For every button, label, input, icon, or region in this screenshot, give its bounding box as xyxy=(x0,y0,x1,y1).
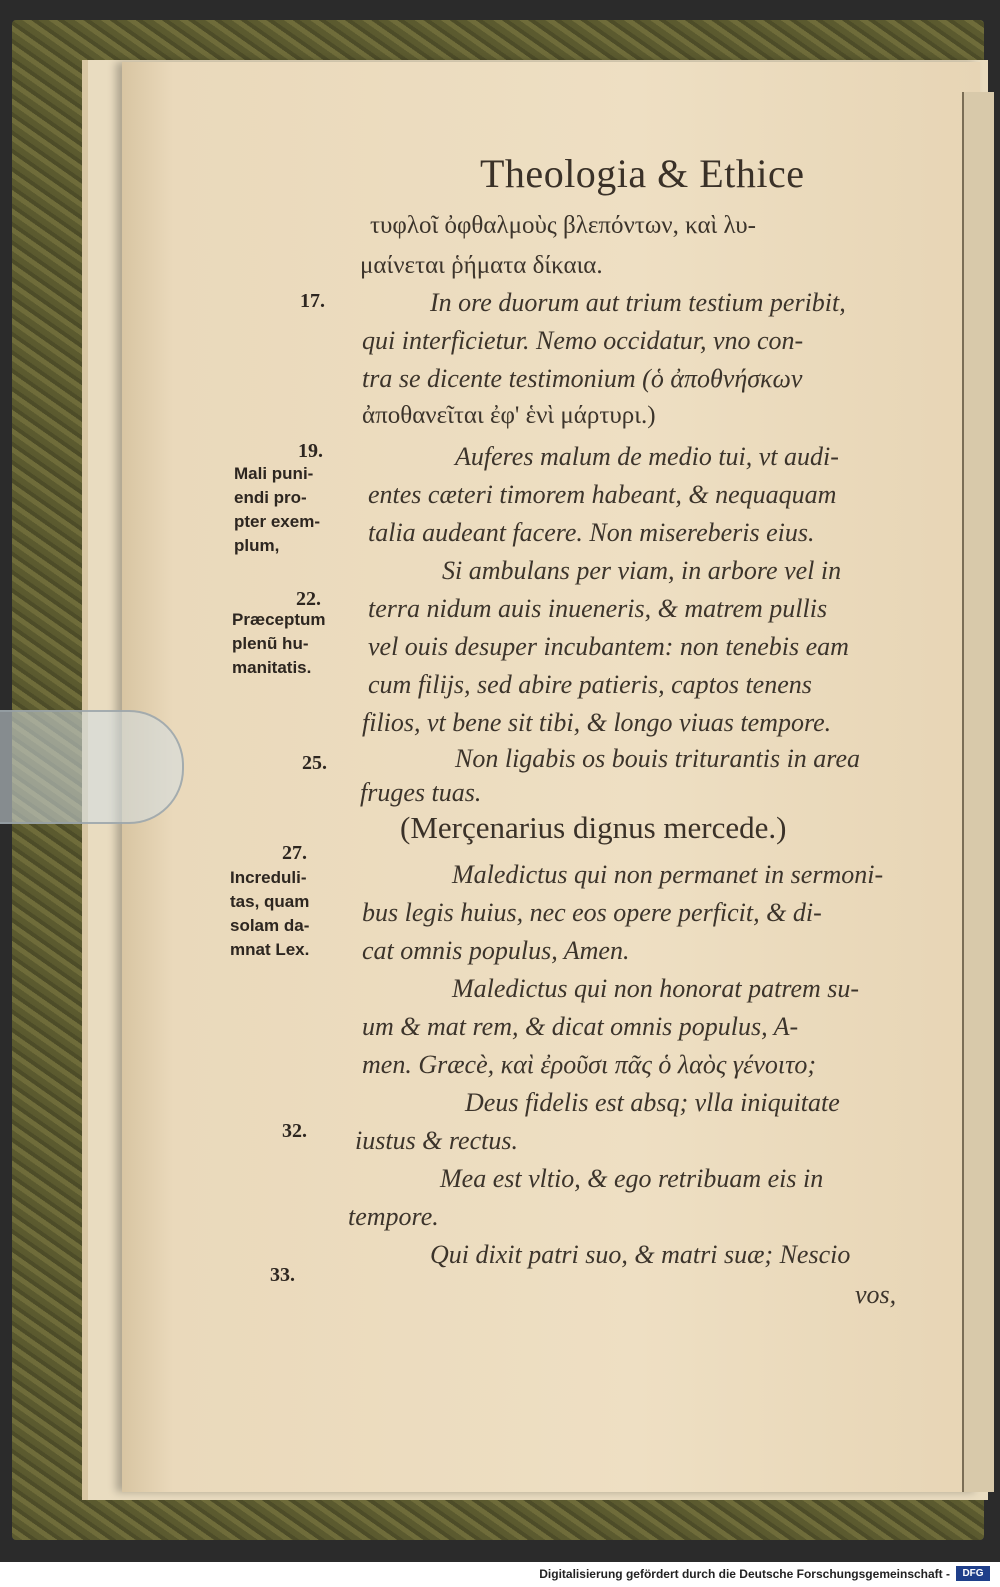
text-line: tempore. xyxy=(348,1202,439,1231)
facing-page-edge xyxy=(962,92,994,1492)
text-line: tra se dicente testimonium (ὁ ἀποθνήσκων xyxy=(362,364,803,393)
page-weight-ruler xyxy=(0,710,184,824)
text-line: cat omnis populus, Amen. xyxy=(362,936,630,965)
text-line: Non ligabis os bouis triturantis in area xyxy=(455,744,860,773)
verse-number: 22. xyxy=(296,588,321,610)
text-line: vos, xyxy=(855,1280,897,1309)
marginal-note-line: mnat Lex. xyxy=(230,940,310,959)
text-line: bus legis huius, nec eos opere perficit, & di- xyxy=(362,898,822,927)
text-line: Auferes malum de medio tui, vt audi- xyxy=(455,442,839,471)
text-line: μαίνεται ῥήματα δίκαια. xyxy=(360,252,603,279)
text-line: Si ambulans per viam, in arbore vel in xyxy=(442,556,842,585)
text-line: terra nidum auis inueneris, & matrem pullis xyxy=(368,594,828,623)
marginal-note-line: solam da- xyxy=(230,916,310,935)
marginal-note xyxy=(232,608,326,680)
text-line: Deus fidelis est absq; vlla iniquitate xyxy=(465,1088,840,1117)
text-line: filios, vt bene sit tibi, & longo viuas tempore. xyxy=(362,708,832,737)
text-line: cum filijs, sed abire patieris, captos tenens xyxy=(368,670,812,699)
text-line: Maledictus qui non permanet in sermoni- xyxy=(452,860,884,889)
text-line: fruges tuas. xyxy=(360,778,482,807)
funding-credit: Digitalisierung gefördert durch die Deutsche Forschungsgemeinschaft - xyxy=(539,1567,950,1581)
dfg-logo: DFG xyxy=(956,1566,990,1581)
text-line: men. Græcè, καὶ ἐροῦσι πᾶς ὁ λαὸς γένοιτο; xyxy=(362,1050,817,1079)
marginal-note-line: plum, xyxy=(234,536,280,555)
text-line: iustus & rectus. xyxy=(355,1126,518,1155)
text-line: τυφλοῖ ὀφθαλμοὺς βλεπόντων, καὶ λυ- xyxy=(370,212,756,239)
verse-number: 19. xyxy=(298,440,323,462)
text-line: entes cæteri timorem habeant, & nequaquam xyxy=(368,480,837,509)
text-line: Maledictus qui non honorat patrem su- xyxy=(452,974,860,1003)
verse-number: 25. xyxy=(302,752,327,774)
marginal-note xyxy=(230,866,309,962)
text-line: Qui dixit patri suo, & matri suæ; Nescio xyxy=(430,1240,851,1269)
marginal-note-line: Increduli- xyxy=(230,868,307,887)
marginal-note-line: pter exem- xyxy=(234,512,320,531)
marginal-note-line: manitatis. xyxy=(232,658,312,677)
marginal-note xyxy=(234,462,320,558)
marginal-note-line: tas, quam xyxy=(230,892,310,911)
verse-number: 33. xyxy=(270,1264,295,1286)
marginal-note-line: endi pro- xyxy=(234,488,307,507)
verse-number: 27. xyxy=(282,842,307,864)
text-line: qui interficietur. Nemo occidatur, vno con- xyxy=(362,326,804,355)
running-title: Theologia & Ethice xyxy=(480,151,805,196)
text-line: ἀποθανεῖται ἐφ' ἑνὶ μάρτυρι.) xyxy=(362,402,656,429)
marginal-note-line: Mali puni- xyxy=(234,464,314,483)
footer-bar xyxy=(0,1562,1000,1587)
text-line: talia audeant facere. Non misereberis eius. xyxy=(368,518,815,547)
text-line: um & mat rem, & dicat omnis populus, A- xyxy=(362,1012,799,1041)
verse-number: 32. xyxy=(282,1120,307,1142)
marginal-note-line: plenũ hu- xyxy=(232,634,309,653)
verse-number: 17. xyxy=(300,290,325,312)
text-line: Mea est vltio, & ego retribuam eis in xyxy=(440,1164,824,1193)
text-line: vel ouis desuper incubantem: non tenebis eam xyxy=(368,632,849,661)
text-line: In ore duorum aut trium testium peribit, xyxy=(430,288,846,317)
section-heading: (Merçenarius dignus mercede.) xyxy=(400,810,787,845)
marginal-note-line: Præceptum xyxy=(232,610,326,629)
